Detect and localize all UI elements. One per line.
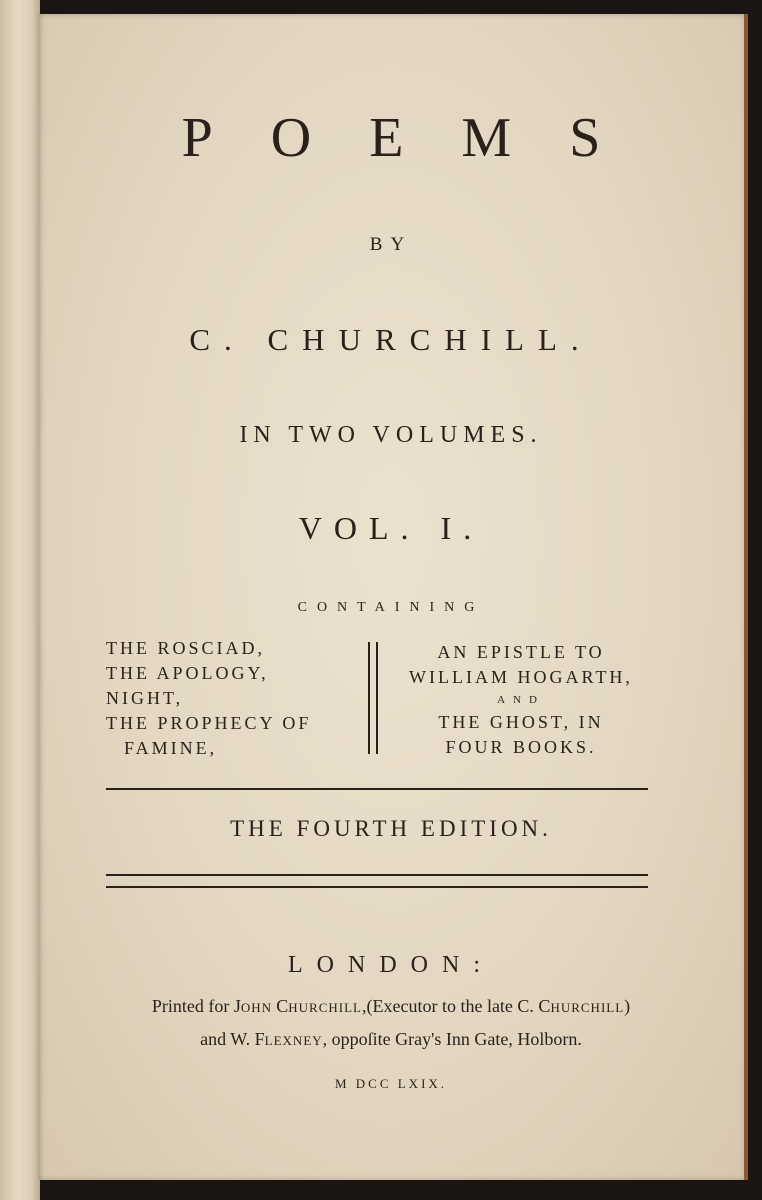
imprint-text: , oppoſite Gray's Inn Gate, Holborn. (322, 1029, 582, 1049)
contents-item: WILLIAM HOGARTH, (409, 667, 633, 687)
contents-item: NIGHT, (106, 688, 184, 708)
divider-rule (106, 788, 648, 790)
imprint-text: ,(Executor to the late C. C (361, 996, 551, 1016)
imprint-text: HURCHILL (288, 1000, 362, 1015)
contents-item: FOUR BOOKS. (445, 737, 597, 757)
imprint-text: C (276, 996, 289, 1016)
imprint-address-line (38, 1029, 744, 1050)
title-page (38, 14, 748, 1180)
imprint-text: OHN (240, 1000, 277, 1015)
book-spine-edge (0, 0, 40, 1200)
imprint-text: HURCHILL (550, 1000, 625, 1015)
column-divider (368, 642, 378, 754)
edition-note: THE FOURTH EDITION. (230, 816, 552, 841)
imprint-text: LEXNEY (264, 1033, 323, 1048)
contents-item: THE PROPHECY OF (106, 713, 312, 733)
by-line: BY (369, 234, 413, 255)
imprint-text: ) (624, 996, 631, 1016)
imprint-date: M DCC LXIX. (334, 1076, 448, 1091)
imprint-text: and W. F (200, 1029, 265, 1049)
contents-item: AN EPISTLE TO (437, 642, 605, 662)
imprint-text: Printed for J (151, 996, 241, 1016)
contents-item: THE APOLOGY, (106, 663, 269, 683)
contents-item: THE ROSCIAD, (106, 638, 266, 658)
volumes-note: IN TWO VOLUMES. (239, 422, 543, 448)
contents-conjunction: AND (497, 694, 545, 706)
imprint-city: LONDON: (288, 952, 494, 978)
imprint-printer-line (38, 996, 744, 1017)
contents-item: FAMINE, (124, 738, 218, 758)
contents-left-column (106, 636, 311, 761)
author-name: C. CHURCHILL. (189, 322, 593, 357)
book-title: POEMS (181, 107, 659, 169)
divider-rule (106, 886, 648, 888)
containing-label: CONTAINING (297, 600, 485, 615)
volume-number: VOL. I. (298, 510, 484, 546)
contents-item: THE GHOST, IN (438, 712, 604, 732)
divider-rule (106, 874, 648, 876)
contents-right-column (390, 640, 652, 760)
